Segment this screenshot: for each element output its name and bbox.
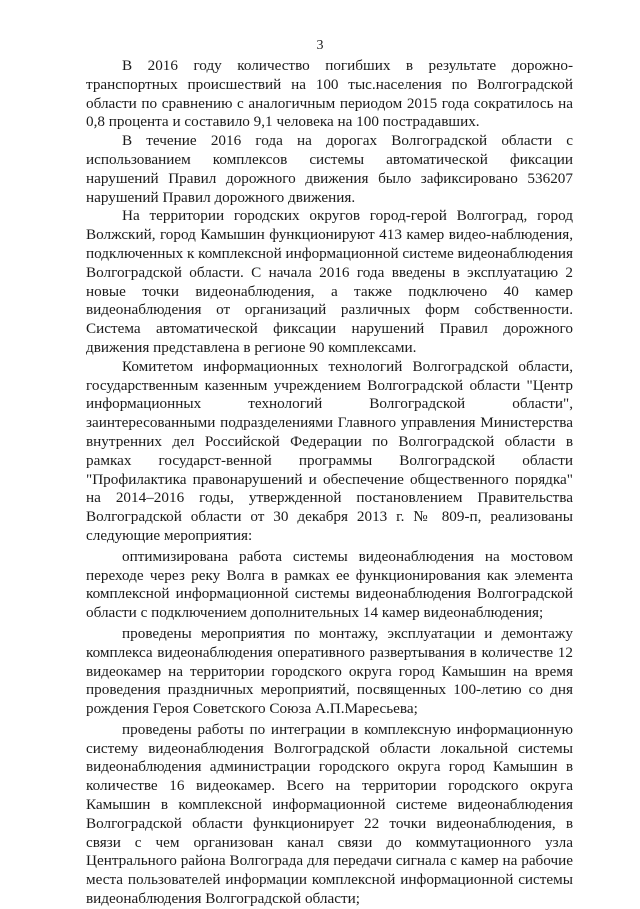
document-body	[86, 57, 573, 909]
paragraph-fatalities: В 2016 году количество погибших в результате дорожно-транспортных происшествий на 100 тыс.населения по Волгоградской области по сравнению с аналогичным периодом 2015 года сократилось на 0,8 процента и составило 9,1 человека на 100 пострадавших.	[86, 57, 573, 131]
paragraph-cameras: На территории городских округов город-герой Волгоград, город Волжский, город Камышин функционируют 413 камер видео-наблюдения, подключенных к комплексной информационной системе видеонаблюдения Волгоградской области. С начала 2016 года введены в эксплуатацию 2 новые точки видеонаблюдения, а также подключено 40 камер видеонаблюдения от организаций различных форм собственности. Система автоматической фиксации нарушений Правил дорожного движения представлена в регионе 90 комплексами.	[86, 207, 573, 356]
page-number: 3	[316, 38, 324, 53]
paragraph-violations: В течение 2016 года на дорогах Волгоградской области с использованием комплексов системы автоматической фиксации нарушений Правил дорожного движения было зафиксировано 536207 нарушений Правил дорожного движения.	[86, 132, 573, 206]
list-item-bridge: оптимизирована работа системы видеонаблюдения на мостовом переходе через реку Волга в рамках ее функционирования как элемента комплексной информационной системы видеонаблюдения Волгоградской области с подключением дополнительных 14 камер видеонаблюдения;	[86, 547, 573, 622]
paragraph-committee: Комитетом информационных технологий Волгоградской области, государственным казенным учреждением Волгоградской области "Центр информационных технологий Волгоградской области", заинтересованными подразделениями Главного управления Министерства внутренних дел Российской Федерации по Волгоградской области в рамках государст-венной программы Волгоградской области "Профилактика правонарушений и обеспечение общественного порядка" на 2014–2016 годы, утвержденной постановлением Правительства Волгоградской области от 30 декабря 2013 г. № 809-п, реализованы следующие мероприятия:	[86, 357, 573, 544]
list-item-integration: проведены работы по интеграции в комплексную информационную систему видеонаблюдения Волгоградской области локальной системы видеонаблюдения администрации городского округа город Камышин в количестве 16 видеокамер. Всего на территории городского округа Камышин в комплексной информационной системе видеонаблюдения Волгоградской области функционирует 22 точки видеонаблюдения, в связи с чем организован канал связи до коммутационного узла Центрального района Волгограда для передачи сигнала с камер на рабочие места пользователей информации комплексной информационной системы видеонаблюдения Волгоградской области;	[86, 720, 573, 908]
list-item-mobile-complex: проведены мероприятия по монтажу, эксплуатации и демонтажу комплекса видеонаблюдения оперативного развертывания в количестве 12 видеокамер на территории городского округа город Камышин на время проведения праздничных мероприятий, посвященных 100-летию со дня рождения Героя Советского Союза А.П.Маресьева;	[86, 624, 573, 718]
